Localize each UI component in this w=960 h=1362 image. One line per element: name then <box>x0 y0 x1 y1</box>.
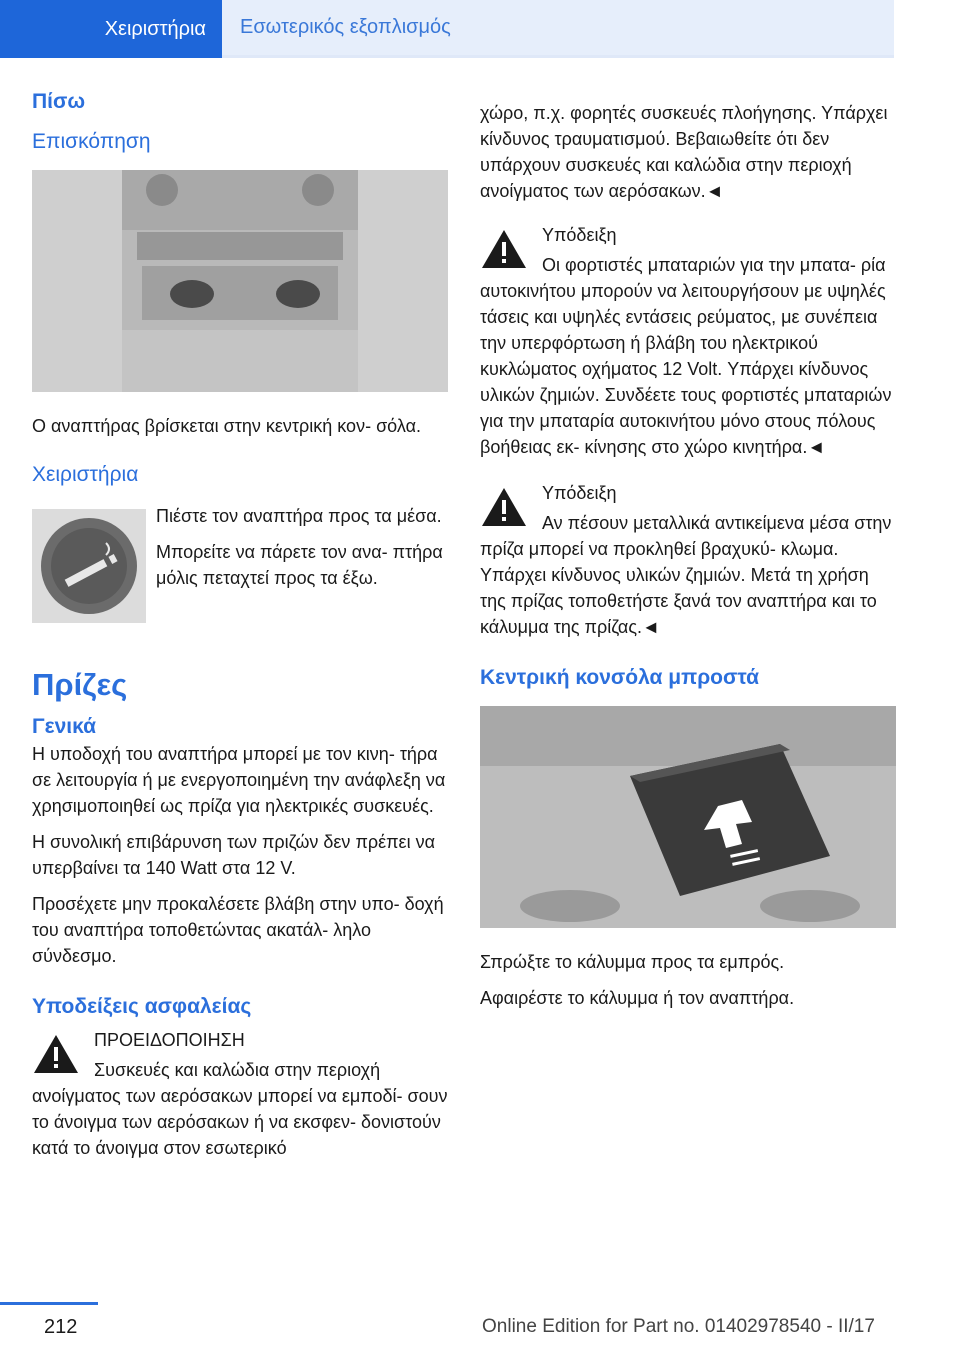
page-number: 212 <box>44 1316 78 1338</box>
paragraph-press-lighter: Πιέστε τον αναπτήρα προς τα μέσα. <box>156 506 442 526</box>
warning-block <box>32 1027 448 1161</box>
warning-triangle-icon <box>480 486 528 528</box>
edition-line: Online Edition for Part no. 01402978540 - II/17 <box>482 1316 875 1337</box>
paragraph-warning-continued: χώρο, π.χ. φορητές συσκευές πλοήγησης. Υπάρχει κίνδυνος τραυματισμού. Βεβαιωθείτε ότι δεν υπάρχουν συσκευές και καλώδια στην περιοχή ανοίγματος των αερόσακων.◄ <box>480 103 888 201</box>
heading-front-console: Κεντρική κονσόλα μπροστά <box>480 666 760 689</box>
note-block-1 <box>480 222 896 460</box>
heading-rear: Πίσω <box>32 90 86 113</box>
tab-interior-equipment[interactable]: Εσωτερικός εξοπλισμός <box>222 0 894 58</box>
page-header <box>0 0 960 58</box>
tab-controls[interactable]: Χειριστήρια <box>0 0 222 58</box>
note-1-text: Οι φορτιστές μπαταριών για την μπατα- ρία αυτοκινήτου μπορούν να λειτουργήσουν με υψηλές τάσεις και υψηλές εντάσεις ρεύματος, με συνέπεια την υπερφόρτωση ή βλάβη του ηλεκτρικού κυκλώματος οχήματος 12 Volt. Υπάρχει κίνδυνος υλικών ζημιών. Συνδέετε τους φορτιστές μπαταριών για την μπαταρία αυτοκινήτου μόνο στους πόλους βοήθειας εκ- κίνησης στο χώρο κινητήρα.◄ <box>480 255 892 457</box>
paragraph-push-cover: Σπρώξτε το κάλυμμα προς τα εμπρός. <box>480 952 785 972</box>
paragraph-socket-damage: Προσέχετε μην προκαλέσετε βλάβη στην υπο- δοχή του αναπτήρα τοποθετώντας ακατάλ- ληλο σύνδεσμο. <box>32 894 444 966</box>
warning-triangle-icon <box>32 1033 80 1075</box>
heading-overview: Επισκόπηση <box>32 130 151 153</box>
note-2-text: Αν πέσουν μεταλλικά αντικείμενα μέσα στην πρίζα μπορεί να προκληθεί βραχυκύ- κλωμα. Υπάρχει κίνδυνος υλικών ζημιών. Μετά τη χρήση της πρίζας τοποθετήστε ξανά τον αναπτήρα και το κάλυμμα της πρίζας.◄ <box>480 513 892 637</box>
heading-controls: Χειριστήρια <box>32 463 139 486</box>
paragraph-lighter-location: Ο αναπτήρας βρίσκεται στην κεντρική κον- σόλα. <box>32 416 421 436</box>
paragraph-socket-usage: Η υποδοχή του αναπτήρα μπορεί με τον κινη- τήρα σε λειτουργία ή με ενεργοποιημένη την ανάφλεξη να χρησιμοποιηθεί ως πρίζα για ηλεκτρικές συσκευές. <box>32 744 446 816</box>
warning-text: Συσκευές και καλώδια στην περιοχή ανοίγματος των αερόσακων μπορεί να εμποδί- σουν το άνοιγμα των αερόσακων ή να εκσφεν- δονιστούν κατά το άνοιγμα στον εσωτερικό <box>32 1060 448 1158</box>
heading-sockets: Πρίζες <box>32 667 128 702</box>
rear-console-photo <box>32 170 448 392</box>
left-column <box>32 90 448 1171</box>
paragraph-socket-load: Η συνολική επιβάρυνση των πριζών δεν πρέπει να υπερβαίνει τα 140 Watt στα 12 V. <box>32 832 435 878</box>
paragraph-take-lighter: Μπορείτε να πάρετε τον ανα- πτήρα μόλις πεταχτεί προς τα έξω. <box>156 542 443 588</box>
right-column <box>480 100 896 1021</box>
cigarette-lighter-icon <box>32 509 146 623</box>
paragraph-remove-cover: Αφαιρέστε το κάλυμμα ή τον αναπτήρα. <box>480 988 795 1008</box>
note-1-title: Υπόδειξη <box>542 225 617 245</box>
note-block-2 <box>480 480 896 640</box>
warning-triangle-icon <box>480 228 528 270</box>
warning-title: ΠΡΟΕΙΔΟΠΟΙΗΣΗ <box>94 1030 245 1050</box>
lighter-block <box>32 503 448 631</box>
footer-rule <box>0 1302 98 1305</box>
front-console-photo <box>480 706 896 928</box>
note-2-title: Υπόδειξη <box>542 483 617 503</box>
heading-general: Γενικά <box>32 715 97 738</box>
heading-safety: Υποδείξεις ασφαλείας <box>32 995 252 1018</box>
